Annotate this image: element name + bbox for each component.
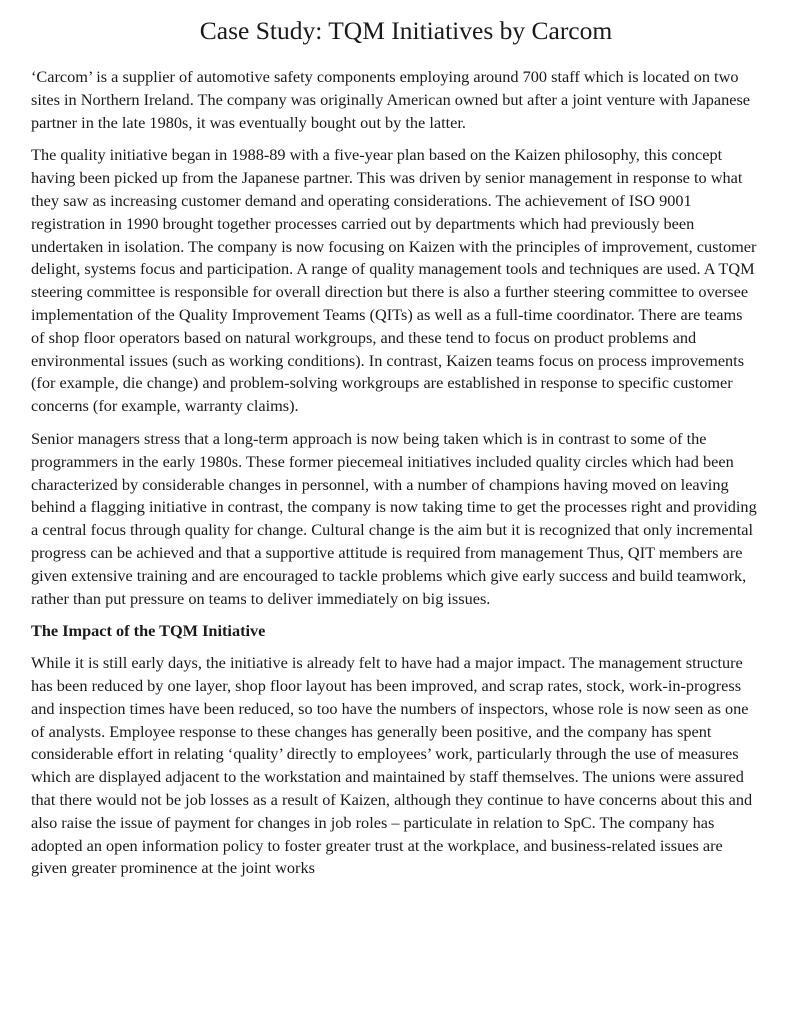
paragraph-quality-initiative: The quality initiative began in 1988-89 with a five-year plan based on the Kaizen philosophy, this concept having been picked up from the Japanese partner. This was driven by senior management in response to what they saw as increasing customer demand and operating considerations. The achievement of ISO 9001 registration in 1990 brought together processes carried out by departments which had previously been undertaken in isolation. The company is now focusing on Kaizen with the principles of improvement, customer delight, systems focus and participation. A range of quality management tools and techniques are used. A TQM steering committee is responsible for overall direction but there is also a further steering committee to oversee implementation of the Quality Improvement Teams (QITs) as well as a full-time coordinator. There are teams of shop floor operators based on natural workgroups, and these tend to focus on product problems and environmental issues (such as working conditions). In contrast, Kaizen teams focus on process improvements (for example, die change) and problem-solving workgroups are established in response to specific customer concerns (for example, warranty claims). <box>31 145 757 416</box>
section-heading-impact: The Impact of the TQM Initiative <box>31 621 266 641</box>
paragraph-long-term-approach: Senior managers stress that a long-term approach is now being taken which is in contrast to some of the programmers in the early 1980s. These former piecemeal initiatives included quality circles which had been characterized by considerable changes in personnel, with a number of champions having moved on leaving behind a flagging initiative in contrast, the company is now taking time to get the processes right and providing a central focus through quality for change. Cultural change is the aim but it is recognized that only incremental progress can be achieved and that a supportive attitude is required from management Thus, QIT members are given extensive training and are encouraged to tackle problems which give early success and build teamwork, rather than put pressure on teams to deliver immediately on big issues. <box>31 428 757 608</box>
page-title: Case Study: TQM Initiatives by Carcom <box>199 16 613 45</box>
paragraph-company-background: ‘Carcom’ is a supplier of automotive safety components employing around 700 staff which is located on two sites in Northern Ireland. The company was originally American owned but after a joint venture with Japanese partner in the late 1980s, it was eventually bought out by the latter. <box>31 67 751 132</box>
paragraph-impact: While it is still early days, the initiative is already felt to have had a major impact. The management structure has been reduced by one layer, shop floor layout has been improved, and scrap rates, stock, work-in-progress and inspection times have been reduced, so too have the numbers of inspectors, whose role is now seen as one of analysts. Employee response to these changes has generally been positive, and the company has spent considerable effort in relating ‘quality’ directly to employees’ work, particularly through the use of measures which are displayed adjacent to the workstation and maintained by staff themselves. The unions were assured that there would not be job losses as a result of Kaizen, although they continue to have concerns about this and also raise the issue of payment for changes in job roles – particulate in relation to SpC. The company has adopted an open information policy to foster greater trust at the workplace, and business-related issues are given greater prominence at the joint works <box>31 653 753 878</box>
document-page <box>31 14 759 890</box>
